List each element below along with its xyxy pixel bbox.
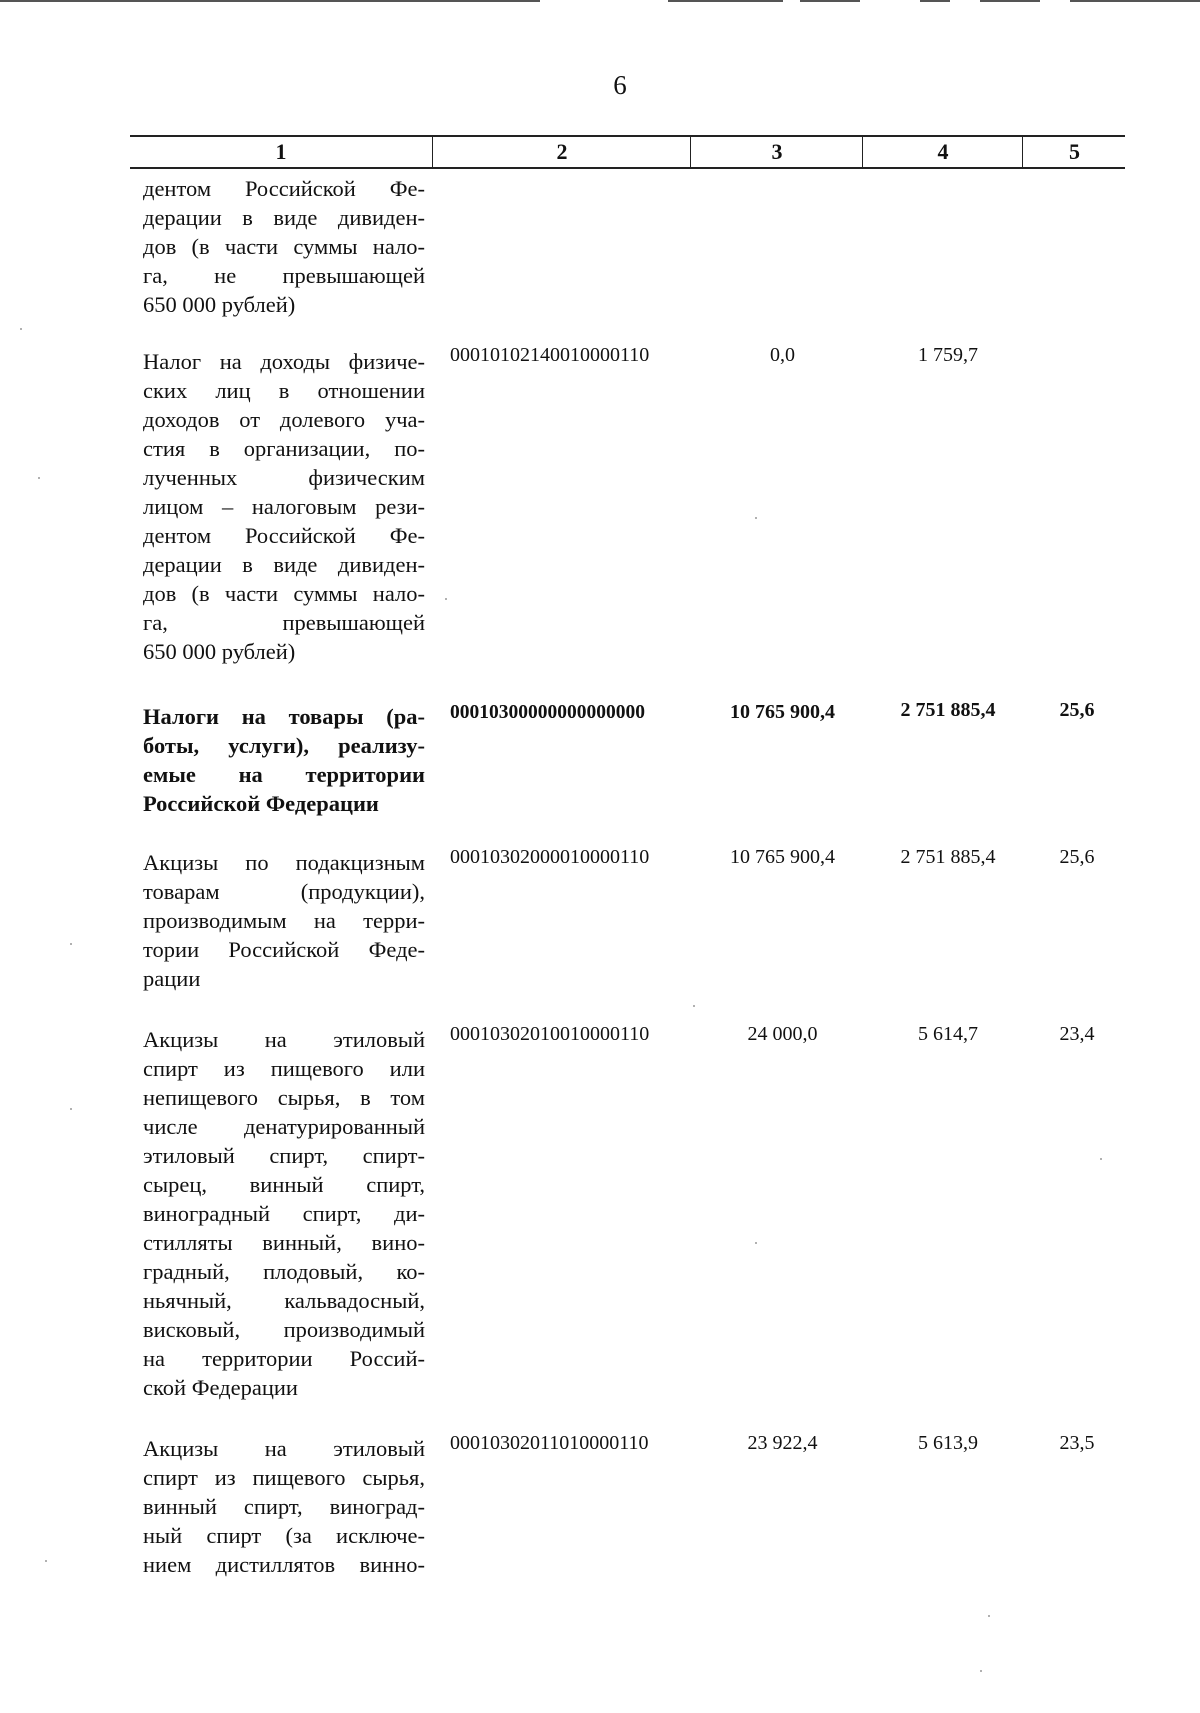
page-number: 6 [613, 70, 627, 100]
scan-speck [988, 1615, 990, 1617]
scan-speck [70, 943, 72, 945]
column-header-2: 2 [432, 137, 691, 167]
scan-speck [755, 517, 757, 519]
percent-value: 23,5 [1059, 1432, 1095, 1454]
column-header-3: 3 [690, 137, 863, 167]
scan-edge-line [920, 0, 950, 2]
scan-edge-line [0, 0, 540, 2]
row-description: Акцизы по подакцизным товарам (продукции), производимым на терри- тории Российской Феде- рации [143, 850, 425, 991]
scan-speck [70, 1108, 72, 1110]
actual-value: 2 751 885,4 [900, 699, 996, 721]
scan-speck [38, 477, 40, 479]
percent-value: 23,4 [1059, 1023, 1095, 1045]
scan-speck [755, 1242, 757, 1244]
scan-speck [445, 598, 447, 600]
planned-value: 24 000,0 [747, 1023, 818, 1045]
scan-edge-line [668, 0, 783, 2]
budget-code: 00010302011010000110 [450, 1432, 649, 1454]
planned-value: 10 765 900,4 [730, 846, 835, 868]
row-description: Акцизы на этиловый спирт из пищевого или непищевого сырья, в том числе денатурированный этиловый спирт, спирт- сырец, винный спирт, виноградный спирт, ди- стилляты винный, вино- градный, плодовый, ко- ньячный, кальвадосный, висковый, производимый на территории Россий- ской Федерации [143, 1027, 425, 1400]
budget-code: 00010300000000000000 [450, 702, 645, 723]
scan-edge-line [1070, 0, 1200, 2]
scan-speck [693, 1005, 695, 1007]
row-description: дентом Российской Фе- дерации в виде дивиден- дов (в части суммы нало- га, не превышающей 650 000 рублей) [143, 176, 425, 317]
actual-value: 2 751 885,4 [900, 846, 996, 868]
scan-speck [1100, 1158, 1102, 1160]
column-header-1: 1 [275, 139, 287, 164]
actual-value: 5 613,9 [918, 1432, 978, 1454]
row-description: Налоги на товары (ра- боты, услуги), реализу- емые на территории Российской Федерации [143, 704, 425, 816]
percent-value: 25,6 [1059, 699, 1095, 721]
budget-code: 00010302010010000110 [450, 1023, 650, 1045]
scan-edge-line [800, 0, 860, 2]
row-description: Акцизы на этиловый спирт из пищевого сырья, винный спирт, виноград- ный спирт (за исключе- нием дистиллятов винно- [143, 1436, 425, 1577]
scan-speck [45, 1560, 47, 1562]
column-header-5: 5 [1022, 137, 1126, 167]
actual-value: 1 759,7 [918, 344, 978, 366]
planned-value: 23 922,4 [747, 1432, 818, 1454]
percent-value: 25,6 [1059, 846, 1095, 868]
scan-speck [20, 328, 22, 330]
planned-value: 0,0 [770, 344, 795, 366]
column-header-4: 4 [862, 137, 1023, 167]
row-description: Налог на доходы физиче- ских лиц в отношении доходов от долевого уча- стия в организации, по- лученных физическим лицом – налоговым рези- дентом Российской Фе- дерации в виде дивиден- дов (в части суммы нало- га, превышающей 650 000 рублей) [143, 349, 425, 664]
table-header [130, 135, 1125, 169]
scan-speck [980, 1670, 982, 1672]
budget-code: 00010302000010000110 [450, 846, 650, 868]
scan-edge-line [980, 0, 1040, 2]
actual-value: 5 614,7 [918, 1023, 978, 1045]
budget-code: 00010102140010000110 [450, 344, 650, 366]
planned-value: 10 765 900,4 [730, 701, 835, 723]
